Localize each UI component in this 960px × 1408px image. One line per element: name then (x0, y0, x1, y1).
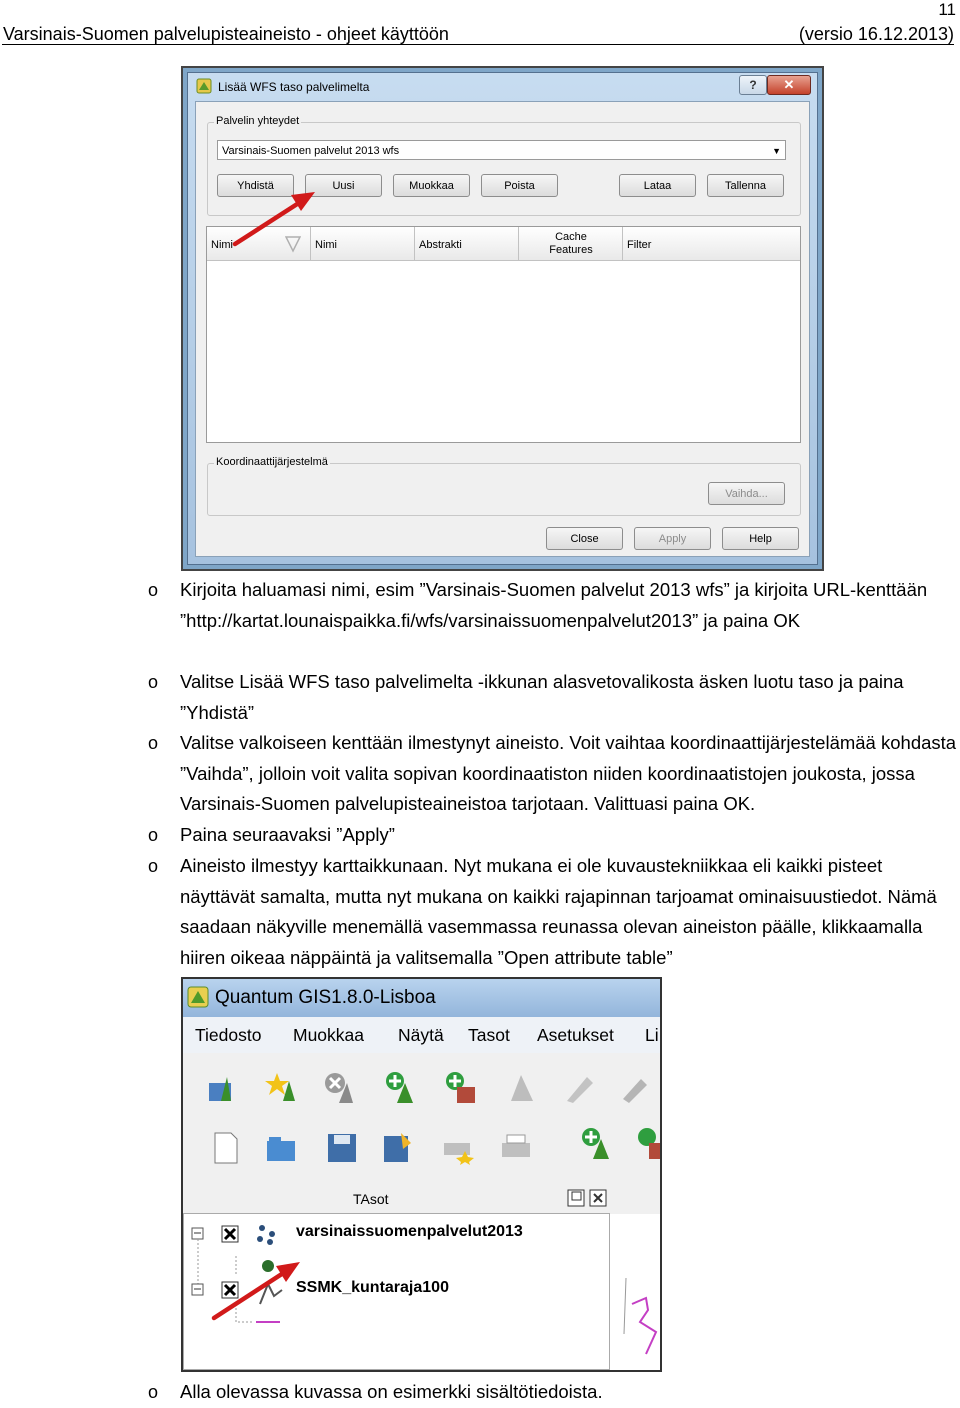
connection-select-value: Varsinais-Suomen palvelut 2013 wfs (222, 145, 400, 157)
apply-button[interactable]: Apply (634, 527, 711, 550)
bullet-text-2: Valitse Lisää WFS taso palvelimelta -ikkunan alasvetovalikosta äsken luotu taso ja paina ”Yhdistä” (180, 671, 904, 723)
document-version: (versio 16.12.2013) (798, 24, 954, 44)
bullet-text-5: Aineisto ilmestyy karttaikkunaan. Nyt mukana ei ole kuvaustekniikkaa eli kaikki pisteet näyttävät samalta, mutta nyt mukana on kaikki rajapinnan tarjoamat ominaisuustiedot. Nämä saadaan näkyville menemällä vasemmassa reunassa olevan aineiston päälle, klikkaamalla hiiren oikeaa näppäintä ja valitsemalla ”Open attribute table” (180, 855, 937, 968)
qgis-menubar (183, 1017, 660, 1053)
layers-panel-header (183, 1183, 610, 1213)
new-layer-star-icon[interactable] (265, 1071, 299, 1105)
column-header-name[interactable]: Nimi (207, 227, 311, 261)
bullet-text-6: Alla olevassa kuvassa on esimerkki sisältötiedoista. (180, 1381, 603, 1402)
delete-button[interactable]: Poista (481, 174, 558, 197)
menu-edit[interactable]: Muokkaa (293, 1025, 365, 1045)
add-wms-layer-icon[interactable] (505, 1071, 539, 1105)
menu-settings[interactable]: Asetukset (537, 1025, 614, 1045)
menu-view[interactable]: Näytä (398, 1025, 444, 1045)
titlebar-close-button[interactable]: ✕ (767, 75, 811, 95)
menu-file[interactable]: Tiedosto (195, 1025, 262, 1045)
qgis-icon (187, 986, 209, 1008)
layer-item-palvelut[interactable]: varsinaissuomenpalvelut2013 (296, 1223, 523, 1240)
float-panel-icon[interactable] (567, 1189, 585, 1207)
map-canvas[interactable] (610, 1214, 660, 1370)
map-boundary-lines (610, 1214, 660, 1372)
bullet-marker: o (148, 733, 159, 753)
layers-tree[interactable] (183, 1213, 610, 1370)
chevron-down-icon: ▼ (772, 146, 781, 156)
add-vector-layer-icon[interactable] (385, 1071, 419, 1105)
connect-button[interactable]: Yhdistä (217, 174, 294, 197)
dialog-title: Lisää WFS taso palvelimelta (218, 80, 370, 94)
qgis-titlebar (183, 979, 660, 1017)
qgis-title: Quantum GIS1.8.0-Lisboa (215, 987, 436, 1008)
column-header-cache-features[interactable]: Cache Features (519, 227, 623, 261)
bullet-marker: o (148, 672, 159, 692)
close-panel-icon[interactable] (589, 1189, 607, 1207)
add-raster-layer-icon[interactable] (445, 1071, 479, 1105)
bullet-text-1: Kirjoita haluamasi nimi, esim ”Varsinais-Suomen palvelut 2013 wfs” ja kirjoita URL-kenttään ”http://kartat.lounaispaikka.fi/wfs/varsinaissuomenpalvelut2013” ja paina OK (180, 579, 928, 631)
new-file-icon[interactable] (209, 1131, 243, 1165)
wfs-dialog-screenshot (181, 66, 824, 571)
menu-more[interactable]: Li (645, 1025, 659, 1045)
bullet-text-4: Paina seuraavaksi ”Apply” (180, 824, 395, 845)
connections-group-label: Palvelin yhteydet (216, 115, 300, 127)
print-icon[interactable] (499, 1131, 533, 1165)
edit-button[interactable]: Muokkaa (393, 174, 470, 197)
change-crs-button[interactable]: Vaihda... (708, 482, 785, 505)
layers-panel-title: TAsot (353, 1191, 389, 1207)
open-folder-icon[interactable] (265, 1131, 299, 1165)
bullet-marker: o (148, 856, 159, 876)
bullet-marker: o (148, 825, 159, 845)
qgis-toolbar (183, 1053, 660, 1183)
open-project-icon[interactable] (207, 1071, 241, 1105)
qgis-screenshot (181, 977, 662, 1372)
column-header-filter[interactable]: Filter (623, 227, 800, 261)
print-composer-icon[interactable] (441, 1131, 475, 1165)
red-arrow-annotation (183, 68, 822, 569)
titlebar-help-button[interactable]: ? (739, 75, 767, 95)
column-header-abstract[interactable]: Abstrakti (415, 227, 519, 261)
help-button[interactable]: Help (722, 527, 799, 550)
layer-item-kuntaraja[interactable]: SSMK_kuntaraja100 (296, 1279, 449, 1296)
crs-group-label: Koordinaattijärjestelmä (216, 456, 328, 468)
save-as-icon[interactable] (381, 1131, 415, 1165)
page-number: 11 (938, 0, 956, 19)
add-layer-icon[interactable] (581, 1127, 615, 1161)
load-button[interactable]: Lataa (619, 174, 696, 197)
menu-layers[interactable]: Tasot (468, 1025, 510, 1045)
add-raster-icon[interactable] (637, 1127, 662, 1161)
bullet-text-3: Valitse valkoiseen kenttään ilmestynyt aineisto. Voit vaihtaa koordinaattijärjestelämää kohdasta ”Vaihda”, jolloin voit valita sopivan koordinaatiston niiden koordinaatistojen joukosta, jossa Varsinais-Suomen palvelupisteaineistoa tarjotaan. Valittuasi paina OK. (180, 732, 957, 815)
save-icon[interactable] (325, 1131, 359, 1165)
save-button[interactable]: Tallenna (707, 174, 784, 197)
header-rule (2, 44, 954, 45)
digitize-icon[interactable] (563, 1071, 597, 1105)
document-title: Varsinais-Suomen palvelupisteaineisto - ohjeet käyttöön (3, 24, 449, 44)
close-button[interactable]: Close (546, 527, 623, 550)
bullet-marker: o (148, 580, 159, 600)
remove-layer-icon[interactable] (323, 1071, 357, 1105)
tools-icon[interactable] (619, 1071, 653, 1105)
layers-panel (183, 1183, 610, 1370)
new-button[interactable]: Uusi (305, 174, 382, 197)
bullet-marker: o (148, 1382, 159, 1402)
column-header-name-2[interactable]: Nimi (311, 227, 415, 261)
